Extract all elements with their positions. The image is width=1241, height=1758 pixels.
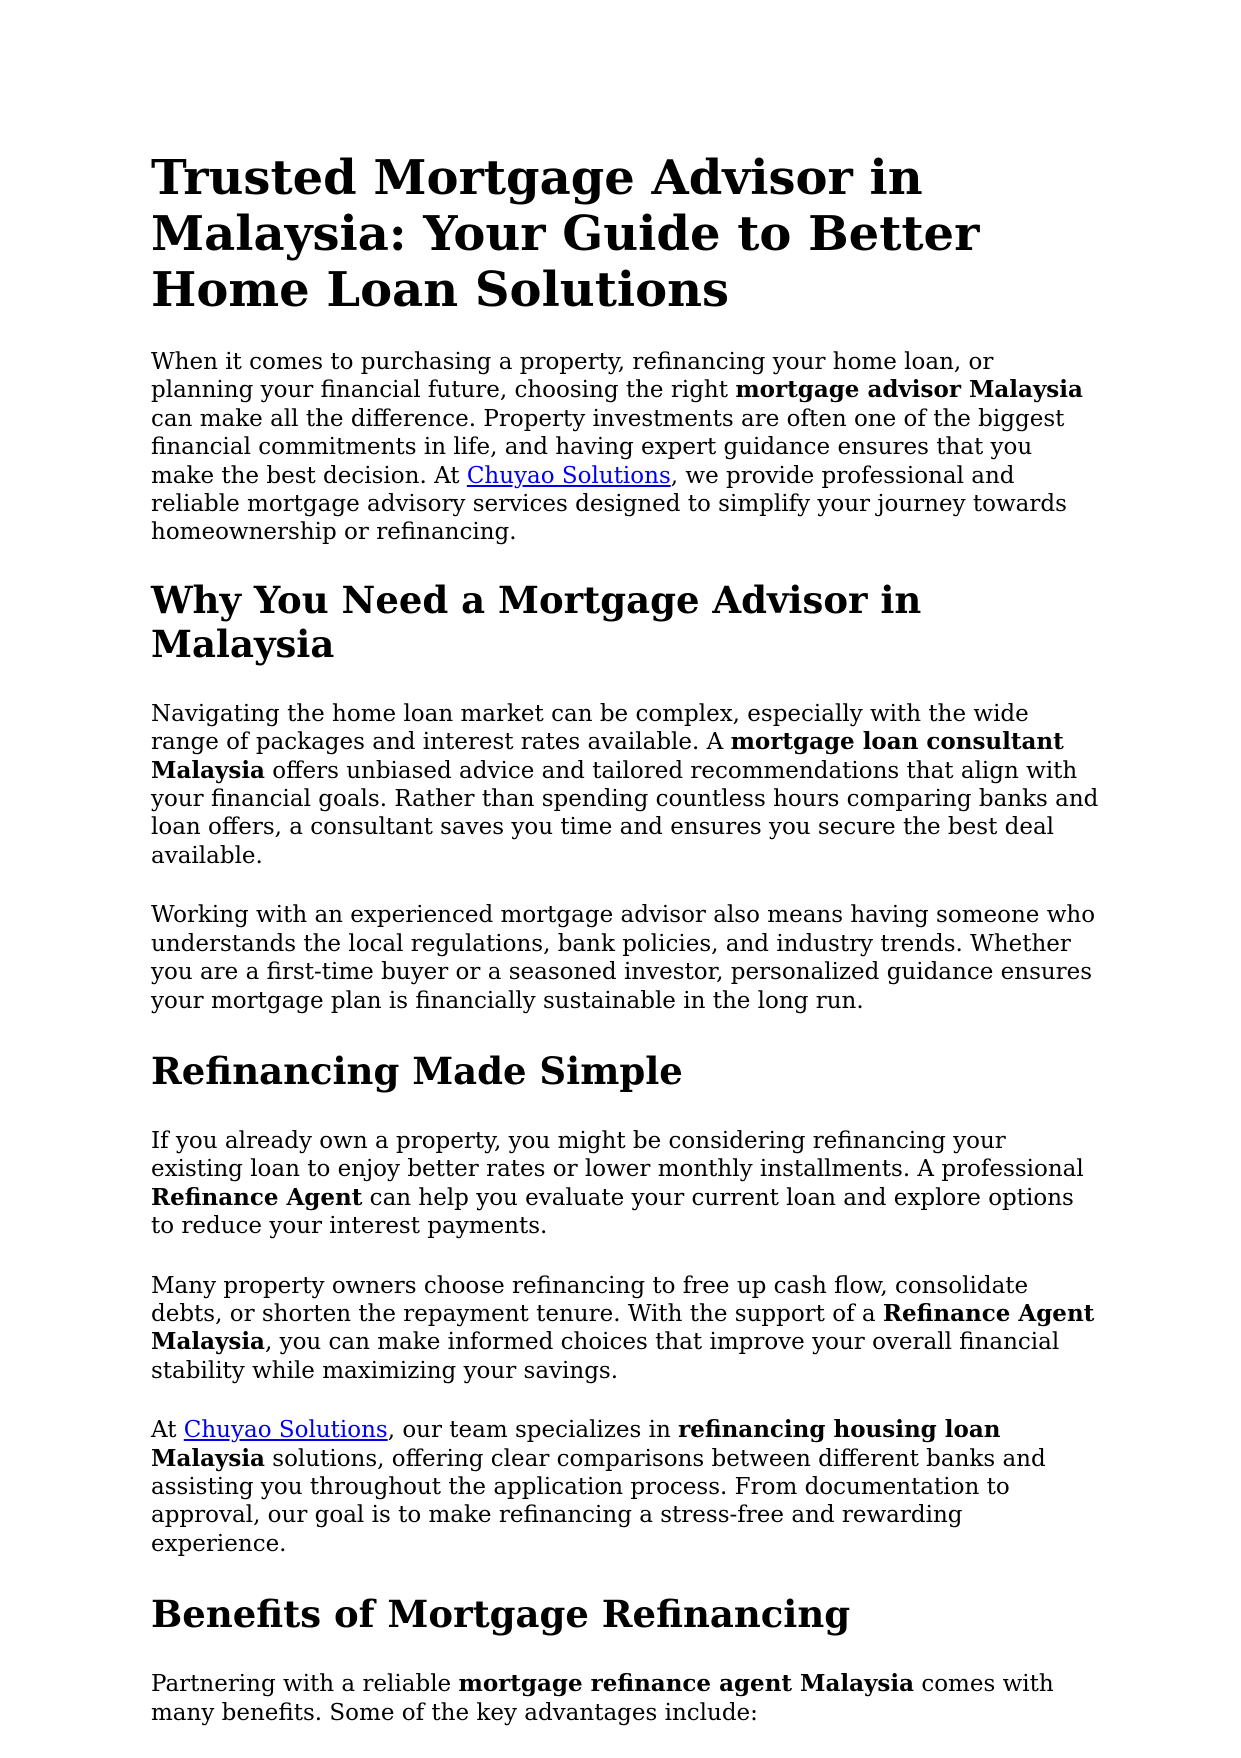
why-p1-text-1: Navigating the home loan market can be complex, especially with the wide range of packages and interest rates available. A [151, 700, 1029, 756]
why-p1-text-2: offers unbiased advice and tailored recommendations that align with your financial goals. Rather than spending countless hours comparing banks and loan offers, a consultant saves you time and ensures you secure the best deal available. [151, 757, 1099, 869]
benefits-p1-text-2: comes with many benefits. Some of the key advantages include: [151, 1671, 1054, 1726]
document-page [151, 150, 1101, 1758]
benefits-p1-text-1: Partnering with a reliable [151, 1671, 459, 1698]
refi-p3-text-1: At [151, 1417, 184, 1444]
heading-benefits-of-refinancing: Benefits of Mortgage Refinancing [151, 1592, 851, 1637]
refi-p3-text-3: solutions, offering clear comparisons between different banks and assisting you throughout the application process. From documentation to approval, our goal is to make refinancing a stress-free and rewarding experience. [151, 1445, 1046, 1557]
heading-why-mortgage-advisor: Why You Need a Mortgage Advisor in Malaysia [151, 577, 922, 666]
intro-bold-keyword: mortgage advisor Malaysia [735, 376, 1083, 404]
refi-p1-bold-keyword: Refinance Agent [151, 1183, 363, 1211]
chuyao-solutions-link-2[interactable]: Chuyao Solutions [183, 1417, 388, 1444]
heading-refinancing-made-simple: Refinancing Made Simple [151, 1048, 683, 1093]
refi-p1-text-1: If you already own a property, you might be considering refinancing your existing loan to enjoy better rates or lower monthly installments. A professional [151, 1127, 1084, 1183]
page-title: Trusted Mortgage Advisor in Malaysia: Your Guide to Better Home Loan Solutions [151, 150, 980, 318]
refi-p2-text-1: Many property owners choose refinancing to free up cash flow, consolidate debts, or shorten the repayment tenure. With the support of a [151, 1272, 1029, 1327]
refi-paragraph-1 [151, 1127, 1101, 1241]
refi-p1-text-2: can help you evaluate your current loan and explore options to reduce your interest payments. [151, 1184, 1074, 1240]
refi-p2-bold-keyword: Refinance Agent Malaysia [151, 1299, 1095, 1356]
why-paragraph-1 [151, 700, 1101, 870]
why-paragraph-2: Working with an experienced mortgage advisor also means having someone who understands the local regulations, bank policies, and industry trends. Whether you are a first-time buyer or a seasoned investor, personalized guidance ensures your mortgage plan is financially sustainable in the long run. [151, 902, 1096, 1014]
refi-p3-text-2: , our team specializes in [387, 1417, 679, 1444]
intro-text-1: When it comes to purchasing a property, refinancing your home loan, or planning your financial future, choosing the right [151, 349, 994, 404]
refi-paragraph-3 [151, 1416, 1101, 1558]
refi-p2-text-2: , you can make informed choices that improve your overall financial stability while maximizing your savings. [151, 1329, 1060, 1384]
chuyao-solutions-link[interactable]: Chuyao Solutions [466, 462, 671, 489]
intro-text-3: , we provide professional and reliable mortgage advisory services designed to simplify your journey towards homeownership or refinancing. [151, 462, 1067, 546]
benefits-p1-bold-keyword: mortgage refinance agent Malaysia [458, 1670, 915, 1698]
benefits-paragraph-1 [151, 1670, 1101, 1727]
refi-paragraph-2 [151, 1272, 1101, 1386]
intro-paragraph [151, 348, 1101, 547]
why-p1-bold-keyword: mortgage loan consultant Malaysia [151, 728, 1064, 784]
refi-p3-bold-keyword: refinancing housing loan Malaysia [151, 1416, 1001, 1472]
intro-text-2: can make all the difference. Property investments are often one of the biggest financial commitments in life, and having expert guidance ensures that you make the best decision. At [151, 405, 1065, 489]
